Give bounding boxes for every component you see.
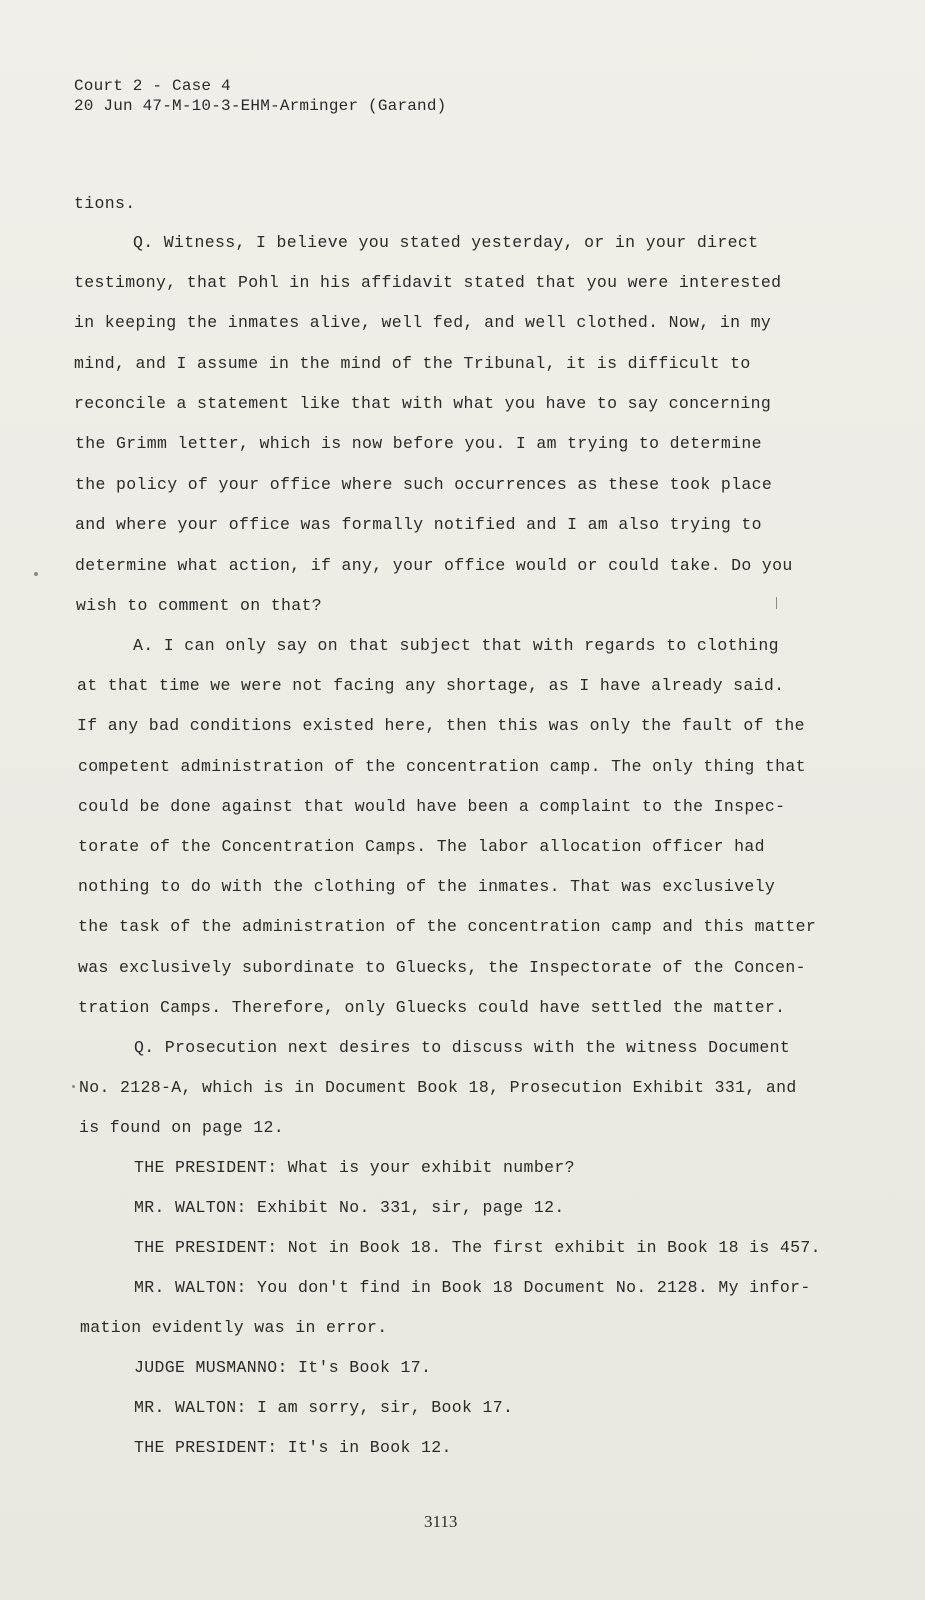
text-line: reconcile a statement like that with what you have to say concerning xyxy=(74,394,772,413)
text-line: No. 2128-A, which is in Document Book 18, Prosecution Exhibit 331, and xyxy=(79,1078,797,1097)
text-line: THE PRESIDENT: It's in Book 12. xyxy=(134,1438,452,1457)
text-line: mation evidently was in error. xyxy=(80,1318,388,1337)
text-line: THE PRESIDENT: What is your exhibit number? xyxy=(134,1158,575,1177)
text-line: was exclusively subordinate to Gluecks, the Inspectorate of the Concen- xyxy=(78,958,806,977)
text-line: tions. xyxy=(74,194,136,213)
paper-mark xyxy=(776,597,777,609)
text-line: MR. WALTON: You don't find in Book 18 Document No. 2128. My infor- xyxy=(134,1278,811,1297)
text-line: the policy of your office where such occurrences as these took place xyxy=(75,475,773,494)
text-line: MR. WALTON: Exhibit No. 331, sir, page 12. xyxy=(134,1198,565,1217)
text-line: nothing to do with the clothing of the inmates. That was exclusively xyxy=(78,877,776,896)
text-line: MR. WALTON: I am sorry, sir, Book 17. xyxy=(134,1398,514,1417)
header-session-info: 20 Jun 47-M-10-3-EHM-Arminger (Garand) xyxy=(74,97,447,115)
document-header xyxy=(74,76,446,116)
text-line: mind, and I assume in the mind of the Tribunal, it is difficult to xyxy=(74,354,751,373)
header-court-case: Court 2 - Case 4 xyxy=(74,77,231,95)
text-line: in keeping the inmates alive, well fed, and well clothed. Now, in my xyxy=(74,313,772,332)
text-line: competent administration of the concentration camp. The only thing that xyxy=(78,757,806,776)
text-line: and where your office was formally notified and I am also trying to xyxy=(75,515,762,534)
text-line: tration Camps. Therefore, only Gluecks could have settled the matter. xyxy=(78,998,786,1017)
text-line: torate of the Concentration Camps. The labor allocation officer had xyxy=(78,837,765,856)
text-line: A. I can only say on that subject that with regards to clothing xyxy=(133,636,779,655)
text-line: Q. Witness, I believe you stated yesterday, or in your direct xyxy=(133,233,759,252)
paper-speck xyxy=(34,572,38,576)
text-line: the Grimm letter, which is now before you. I am trying to determine xyxy=(75,434,762,453)
text-line: testimony, that Pohl in his affidavit stated that you were interested xyxy=(74,273,782,292)
text-line: wish to comment on that? xyxy=(76,596,323,615)
text-line: the task of the administration of the concentration camp and this matter xyxy=(78,917,817,936)
text-line: JUDGE MUSMANNO: It's Book 17. xyxy=(134,1358,432,1377)
text-line: THE PRESIDENT: Not in Book 18. The first exhibit in Book 18 is 457. xyxy=(134,1238,821,1257)
text-line: Q. Prosecution next desires to discuss with the witness Document xyxy=(134,1038,791,1057)
page-number: 3113 xyxy=(424,1512,458,1531)
text-line: If any bad conditions existed here, then this was only the fault of the xyxy=(77,716,805,735)
text-line: at that time we were not facing any shortage, as I have already said. xyxy=(77,676,785,695)
text-line: is found on page 12. xyxy=(79,1118,285,1137)
text-line: determine what action, if any, your office would or could take. Do you xyxy=(75,556,793,575)
text-line: could be done against that would have been a complaint to the Inspec- xyxy=(78,797,786,816)
paper-speck xyxy=(72,1085,75,1088)
